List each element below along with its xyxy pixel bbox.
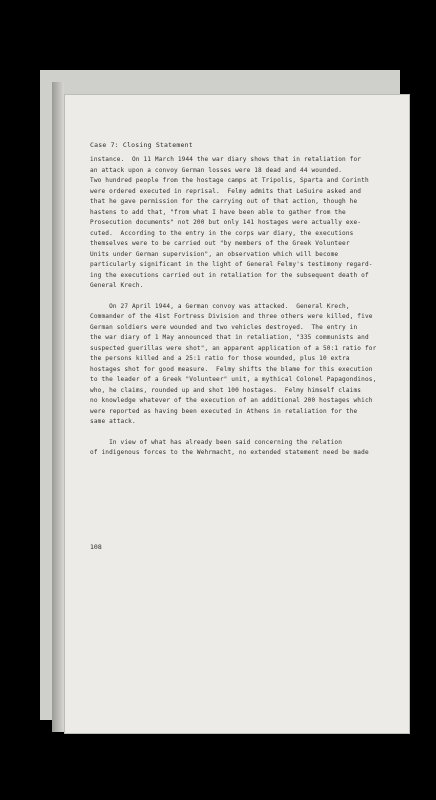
text-line: were reported as having been executed in Athens in retaliation for the (90, 407, 358, 415)
text-line: an attack upon a convoy German losses were 18 dead and 44 wounded. (90, 166, 343, 174)
text-line: of indigenous forces to the Wehrmacht, no extended statement need be made (90, 449, 369, 456)
text-line: cuted. According to the entry in the corps war diary, the executions (90, 229, 354, 237)
page-header: Case 7: Closing Statement (90, 141, 193, 149)
text-line: same attack. (90, 418, 136, 425)
text-line: to the leader of a Greek "Volunteer" unit, a mythical Colonel Papagondinos, (90, 376, 377, 383)
text-line: the war diary of 1 May announced that in retaliation, "335 communists and (90, 334, 369, 341)
paragraph-gap (90, 428, 390, 438)
text-line: General Krech. (90, 282, 144, 289)
text-line: the persons killed and a 25:1 ratio for those wounded, plus 10 extra (90, 355, 350, 362)
text-line: Units under German supervision", an observation which will become (90, 250, 339, 258)
text-line: hastens to add that, "from what I have been able to gather from the (90, 208, 346, 216)
text-line: that he gave permission for the carrying out of that action, though he (90, 198, 358, 205)
text-line: German soldiers were wounded and two vehicles destroyed. The entry in (90, 323, 358, 331)
text-line: Commander of the 41st Fortress Division and three others were killed, five (90, 313, 373, 320)
text-line: no knowledge whatever of the execution of an additional 200 hostages which (90, 397, 373, 404)
page-number: 108 (90, 543, 102, 551)
paragraph-3 (90, 438, 390, 459)
text-line: were ordered executed in reprisal. Felmy admits that LeSuire asked and (90, 187, 362, 195)
paragraph-1 (90, 155, 390, 292)
text-line: ing the executions carried out in retaliation for the subsequent death of (90, 271, 369, 279)
paragraph-2 (90, 302, 390, 428)
page-edge-shadow (52, 82, 64, 732)
paragraph-gap (90, 292, 390, 302)
text-line: instance. On 11 March 1944 the war diary shows that in retaliation for (90, 156, 362, 163)
text-line: hostages shot for good measure. Felmy shifts the blame for this execution (90, 365, 373, 373)
text-line: On 27 April 1944, a German convoy was attacked. General Krech, (90, 302, 350, 310)
text-line: Prosecution documents" not 200 but only 141 hostages were actually exe- (90, 219, 362, 226)
body-text (90, 155, 390, 459)
text-line: Two hundred people from the hostage camps at Tripolis, Sparta and Corinth (90, 177, 369, 184)
text-line: themselves were to be carried out "by members of the Greek Volunteer (90, 240, 350, 247)
text-line: suspected guerillas were shot", an apparent application of a 50:1 ratio for (90, 344, 377, 352)
text-line: who, he claims, rounded up and shot 100 hostages. Felmy himself claims (90, 386, 362, 394)
text-line: In view of what has already been said concerning the relation (90, 438, 343, 446)
text-line: particularly significant in the light of General Felmy's testimony regard- (90, 261, 373, 268)
